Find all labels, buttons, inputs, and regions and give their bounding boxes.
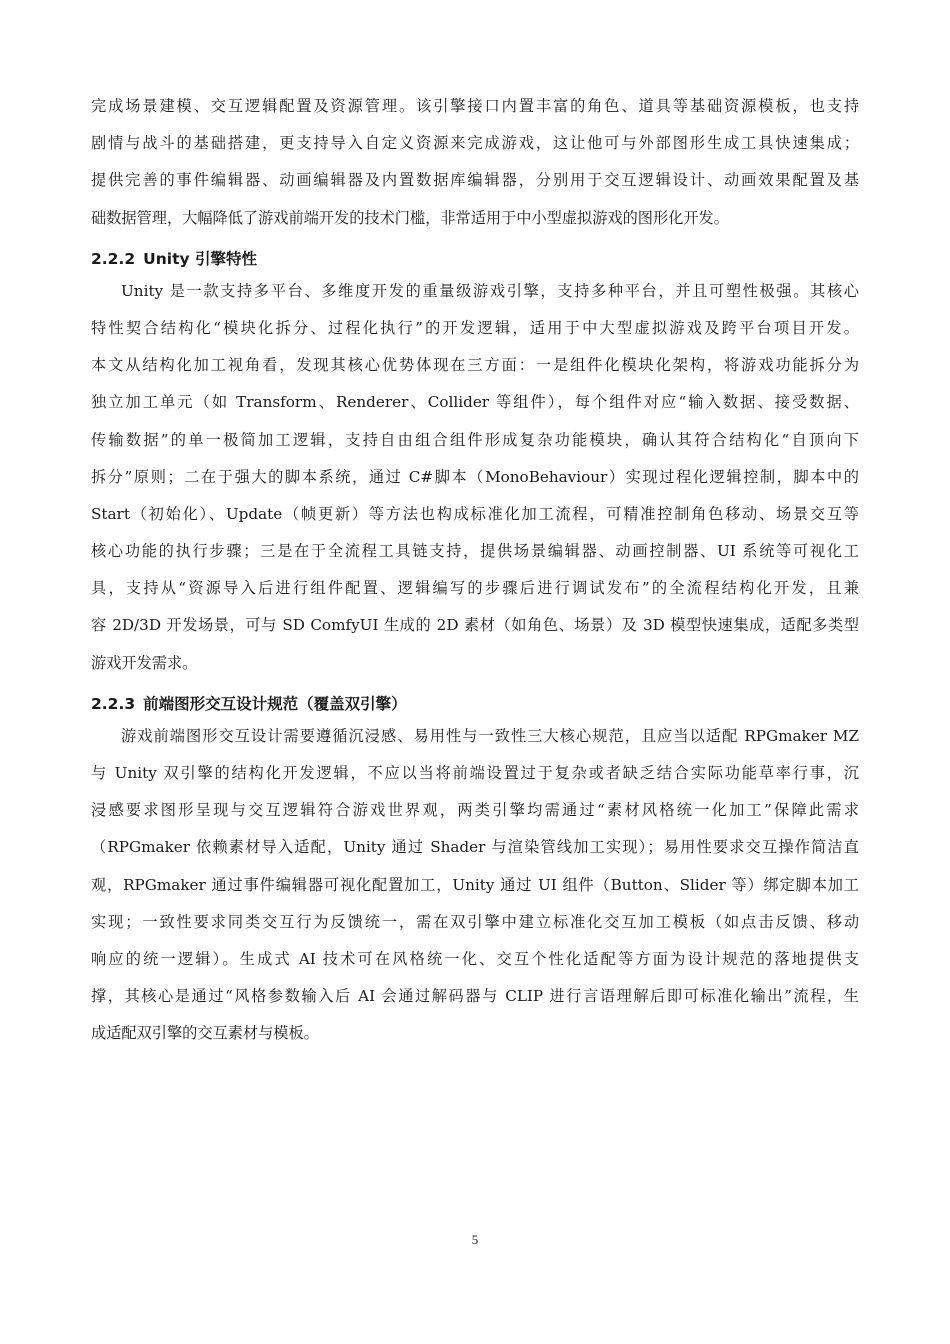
paragraph-unity-features [91,273,859,682]
page-number: 5 [471,1232,479,1247]
paragraph-rpgmaker-overview [91,88,859,237]
text-line: （RPGmaker 依赖素材导入适配，Unity 通过 Shader 与渲染管线加工实现）；易用性要求交互操作简洁直 [91,838,859,857]
text-line: 成适配双引擎的交互素材与模板。 [91,1024,319,1043]
paragraph-interaction-design-spec [91,718,859,1053]
text-line: 容 2D/3D 开发场景，可与 SD ComfyUI 生成的 2D 素材（如角色、场景）及 3D 模型快速集成，适配多类型 [91,616,859,635]
section-number: 2.2.2 [91,249,136,268]
section-heading-2-2-3 [91,692,859,716]
text-line: 本文从结构化加工视角看，发现其核心优势体现在三方面：一是组件化模块化架构，将游戏功能拆分为 [91,356,859,375]
text-line: 提供完善的事件编辑器、动画编辑器及内置数据库编辑器，分别用于交互逻辑设计、动画效果配置及基 [91,171,859,190]
text-line: 具，支持从“资源导入后进行组件配置、逻辑编写的步骤后进行调试发布”的全流程结构化开发，且兼 [91,579,859,598]
text-line: 游戏开发需求。 [91,653,198,672]
text-line: 与 Unity 双引擎的结构化开发逻辑，不应以当将前端设置过于复杂或者缺乏结合实际功能草率行事，沉 [91,764,859,782]
section-title: Unity 引擎特性 [143,249,257,268]
text-line: 实现；一致性要求同类交互行为反馈统一，需在双引擎中建立标准化交互加工模板（如点击反馈、移动 [91,912,859,931]
text-line: 传输数据”的单一极简加工逻辑，支持自由组合组件形成复杂功能模块，确认其符合结构化“自顶向下 [91,430,859,449]
text-line: 游戏前端图形交互设计需要遵循沉浸感、易用性与一致性三大核心规范，且应当以适配 RPGmaker MZ [121,726,859,745]
text-line: 独立加工单元（如 Transform、Renderer、Collider 等组件），每个组件对应“输入数据、接受数据、 [91,393,859,412]
section-number: 2.2.3 [91,694,136,713]
text-line: 特性契合结构化“模块化拆分、过程化执行”的开发逻辑，适用于中大型虚拟游戏及跨平台项目开发。 [91,318,859,337]
text-line: 完成场景建模、交互逻辑配置及资源管理。该引擎接口内置丰富的角色、道具等基础资源模板，也支持 [91,97,859,115]
section-heading-2-2-2 [91,247,859,271]
section-title: 前端图形交互设计规范（覆盖双引擎） [143,694,407,713]
text-line: 观，RPGmaker 通过事件编辑器可视化配置加工，Unity 通过 UI 组件（Button、Slider 等）绑定脚本加工 [91,875,859,894]
text-line: Start（初始化）、Update（帧更新）等方法也构成标准化加工流程，可精准控制角色移动、场景交互等 [91,504,859,523]
text-line: 核心功能的执行步骤；三是在于全流程工具链支持，提供场景编辑器、动画控制器、UI 系统等可视化工 [91,542,859,561]
text-line: 浸感要求图形呈现与交互逻辑符合游戏世界观，两类引擎均需通过“素材风格统一化加工”保障此需求 [91,801,859,820]
text-line: 础数据管理，大幅降低了游戏前端开发的技术门槛，非常适用于中小型虚拟游戏的图形化开发。 [91,208,729,227]
document-page [91,88,859,1053]
text-line: 拆分”原则；二在于强大的脚本系统，通过 C#脚本（MonoBehaviour）实现过程化逻辑控制，脚本中的 [91,467,859,486]
text-line: 剧情与战斗的基础搭建，更支持导入自定义资源来完成游戏，这让他可与外部图形生成工具快速集成； [91,134,859,153]
text-line: 响应的统一逻辑）。生成式 AI 技术可在风格统一化、交互个性化适配等方面为设计规范的落地提供支 [91,949,859,968]
text-line: 撑，其核心是通过“风格参数输入后 AI 会通过解码器与 CLIP 进行言语理解后即可标准化输出”流程，生 [91,987,859,1006]
text-line: Unity 是一款支持多平台、多维度开发的重量级游戏引擎，支持多种平台，并且可塑性极强。其核心 [121,281,859,300]
